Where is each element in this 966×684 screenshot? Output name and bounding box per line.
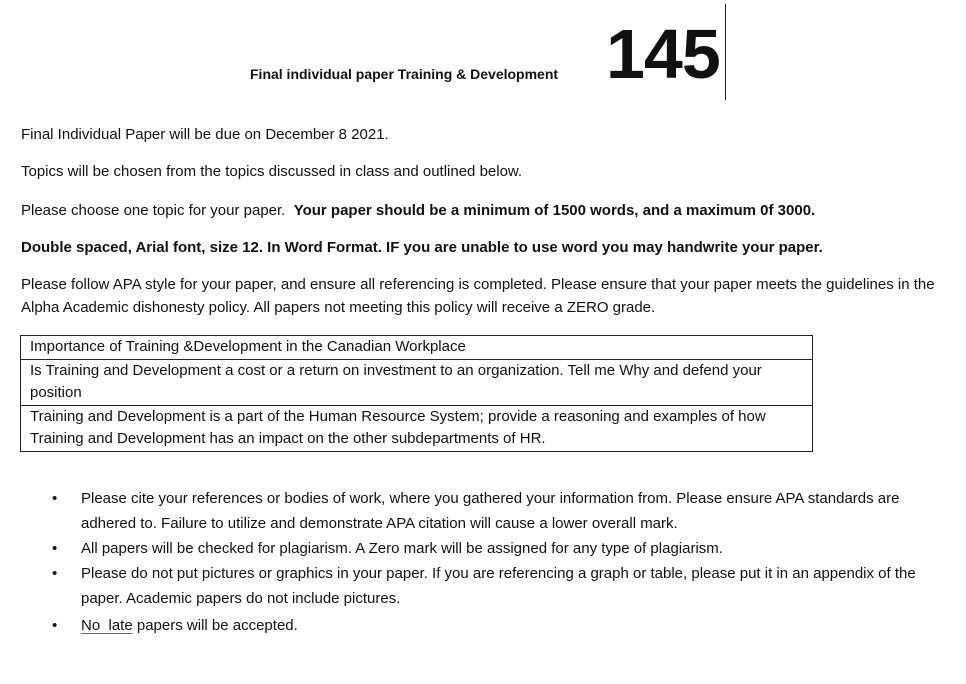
topic-cell: Is Training and Development a cost or a return on investment to an organization. Tell me Why and defend your position — [21, 359, 813, 405]
topic-cell: Importance of Training &Development in the Canadian Workplace — [21, 336, 813, 360]
apa-policy-paragraph: Please follow APA style for your paper, and ensure all referencing is completed. Please ensure that your paper meets the guidelines in the Alpha Academic dishonesty policy. All papers not meeting this policy will receive a ZERO grade. — [21, 276, 935, 316]
word-count-text: Your paper should be a minimum of 1500 words, and a maximum 0f 3000. — [293, 202, 816, 219]
list-item — [0, 486, 916, 536]
requirements-list — [0, 486, 966, 638]
topics-intro-paragraph: Topics will be chosen from the topics discussed in class and outlined below. — [21, 163, 523, 180]
table-row — [21, 336, 813, 360]
topic-cell: Training and Development is a part of the Human Resource System; provide a reasoning and examples of how Training and Development has an impact on the other subdepartments of HR. — [21, 405, 813, 451]
list-item — [0, 561, 916, 611]
length-requirement-paragraph — [21, 199, 941, 222]
bullet-icon: • — [52, 540, 58, 557]
topics-table — [20, 335, 813, 452]
bullet-icon: • — [52, 490, 58, 507]
bullet-icon: • — [52, 565, 58, 582]
late-policy-text: papers will be accepted. — [132, 617, 298, 634]
no-late-text: No late — [81, 617, 133, 634]
document-title: Final individual paper Training & Development — [250, 66, 559, 82]
table-row — [21, 359, 813, 405]
overlay-number: 145 — [606, 15, 720, 93]
document-header — [0, 14, 966, 102]
list-item — [0, 613, 916, 638]
list-item-text: All papers will be checked for plagiarism. A Zero mark will be assigned for any type of plagiarism. — [81, 540, 723, 557]
list-item-text: Please cite your references or bodies of work, where you gathered your information from. Please ensure APA standards are adhered to. Failure to utilize and demonstrate APA citation will cause a lower overall mark. — [81, 490, 900, 532]
due-date-paragraph: Final Individual Paper will be due on December 8 2021. — [21, 126, 389, 143]
list-item — [0, 536, 916, 561]
bullet-icon: • — [52, 617, 58, 634]
table-row — [21, 405, 813, 451]
format-requirement-paragraph: Double spaced, Arial font, size 12. In Word Format. IF you are unable to use word you may handwrite your paper. — [21, 239, 823, 256]
choose-topic-text: Please choose one topic for your paper. — [21, 202, 294, 219]
list-item-text: Please do not put pictures or graphics in your paper. If you are referencing a graph or table, please put it in an appendix of the paper. Academic papers do not include pictures. — [81, 565, 916, 607]
text-cursor — [725, 4, 726, 100]
